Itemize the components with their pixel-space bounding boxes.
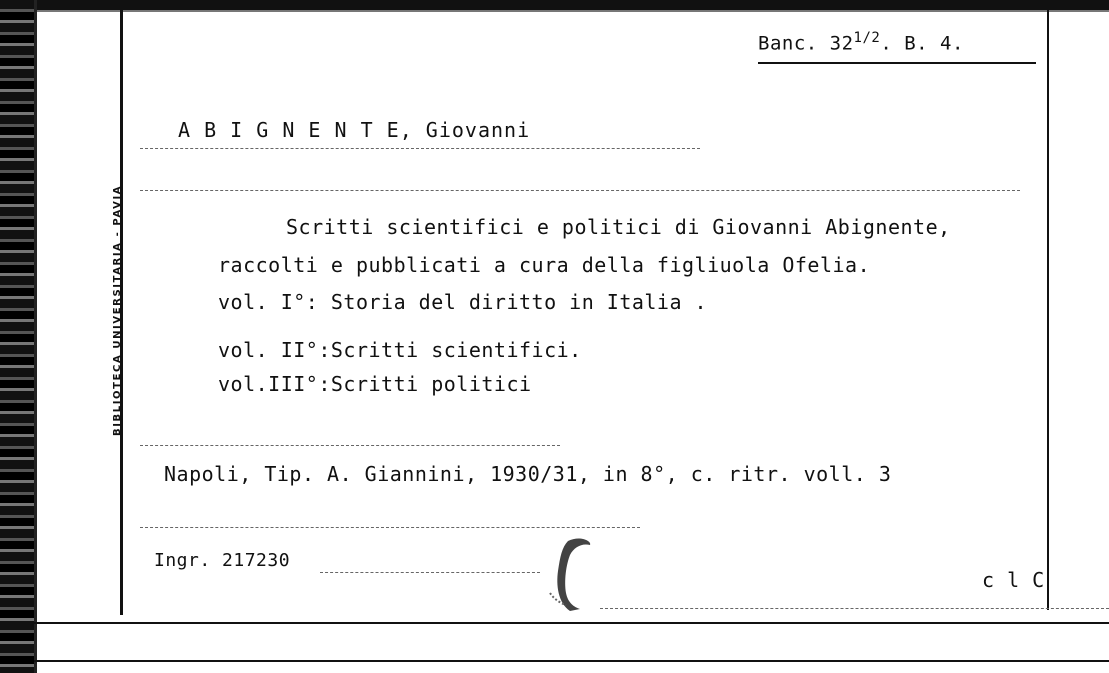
volume-line: vol. II°:Scritti scientifici. [218,338,582,362]
card-top-edge-shadow [0,10,1109,12]
card-left-edge-line [34,0,37,673]
bottom-rule-upper [34,622,1109,624]
bottom-rule-lower [34,660,1109,662]
card-left-edge [0,0,34,673]
card-top-edge [0,0,1109,10]
title-line: Scritti scientifici e politici di Giovanni Abignente, [286,215,951,239]
handwritten-code: c l C [982,568,1045,592]
author-heading: A B I G N E N T E, Giovanni [178,118,531,142]
ruled-line [320,572,540,574]
imprint-line: Napoli, Tip. A. Giannini, 1930/31, in 8°, c. ritr. voll. 3 [164,462,892,486]
title-line: raccolti e pubblicati a cura della figliuola Ofelia. [218,253,871,277]
shelfmark: Banc. $32^{1/2}$. B. 4. [758,30,964,55]
volume-line: vol. I°: Storia del diritto in Italia . [218,290,708,314]
ruled-line [600,608,1109,610]
ruled-line [140,527,640,529]
accession-number: Ingr. 217230 [154,550,291,571]
ruled-line [140,148,700,150]
library-stamp: BIBLIOTECA UNIVERSITARIA - PAVIA [112,184,123,436]
ruled-line [140,445,560,447]
ruled-line [140,190,1020,192]
ink-smudge [540,533,600,613]
volume-line: vol.III°:Scritti politici [218,372,532,396]
margin-rule-right [1047,10,1049,610]
shelfmark-underline [758,62,1036,64]
